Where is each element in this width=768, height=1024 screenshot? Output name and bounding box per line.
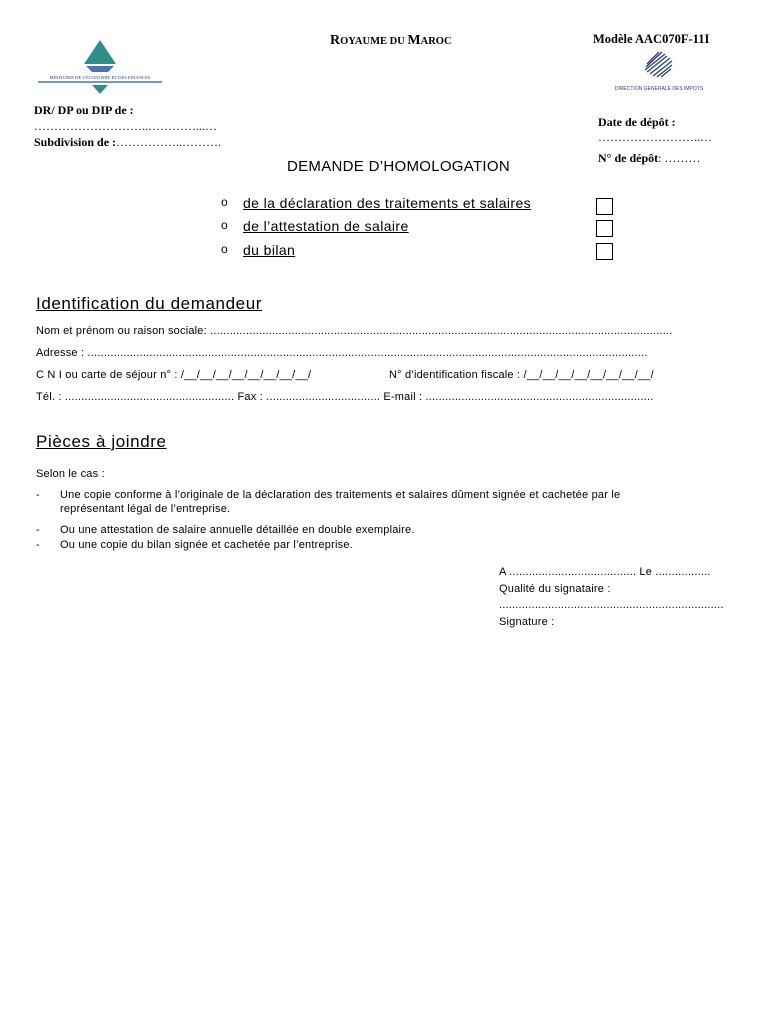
subdivision-field[interactable]: ……………..………. [116,135,222,149]
list-dash: - [36,539,40,551]
date-field[interactable]: ……………………..… [598,130,712,144]
logo-triangle-bottom [92,85,108,94]
kingdom-title: ROYAUME DU MAROC [330,33,452,48]
place-date-field[interactable]: A ....................................... Le ................. [499,566,711,578]
checkbox-attestation[interactable] [596,220,613,237]
option-bilan [221,242,296,258]
option-label: du bilan [243,242,296,258]
subdivision-label: Subdivision de : [34,135,117,149]
identification-heading: Identification du demandeur [36,294,263,313]
option-salaries [221,195,532,211]
signatory-quality-field[interactable]: ..................................................................... [499,599,724,611]
checkbox-salaries[interactable] [596,198,613,215]
option-label: de la déclaration des traitements et salaires [243,195,532,211]
signatory-quality-label: Qualité du signataire : [499,583,611,595]
name-field[interactable]: Nom et prénom ou raison sociale: .............................................................................................................................................. [36,325,673,337]
option-bullet: o [221,242,229,256]
date-label: Date de dépôt : [598,115,676,129]
checkbox-bilan[interactable] [596,243,613,260]
pieces-heading: Pièces à joindre [36,432,167,451]
model-code: Modèle AAC070F-11I [593,32,710,46]
cni-field[interactable]: C N I ou carte de séjour n° : /__/__/__/__/__/__/__/__/ [36,369,312,381]
dr-label: DR/ DP ou DIP de : [34,103,134,117]
option-label: de l’attestation de salaire [243,218,409,234]
dgi-logo [600,48,718,96]
contact-fields[interactable]: Tél. : .................................................... Fax : ................................... E-mail : ...................................................................... [36,391,654,403]
dr-field[interactable]: ………………………..…………...… [34,119,217,133]
logo-band [86,66,114,72]
ministry-logo-text: MINISTERE DE L'ECONOMIE ET DES FINANCES [49,75,151,80]
fiscal-id-field[interactable]: N° d’identification fiscale : /__/__/__/__/__/__/__/__/ [389,369,654,381]
page-title: DEMANDE D’HOMOLOGATION [287,158,511,175]
list-item: Une copie conforme à l’originale de la déclaration des traitements et salaires dûment signée et cachetée par le [60,489,621,501]
dgi-logo-text: DIRECTION GENERALE DES IMPOTS [614,86,704,92]
pieces-intro: Selon le cas : [36,468,105,480]
list-dash: - [36,524,40,536]
logo-triangle-top [84,40,116,64]
option-bullet: o [221,195,229,209]
deposit-number-row [598,151,700,166]
option-attestation [221,218,409,234]
deposit-number-label: N° de dépôt [598,151,659,165]
subdivision-row [34,135,221,150]
list-item: Ou une copie du bilan signée et cachetée par l’entreprise. [60,539,353,551]
ministry-logo [36,38,164,96]
list-dash: - [36,489,40,501]
signature-label: Signature : [499,616,555,628]
address-field[interactable]: Adresse : ............................................................................................................................................................................ [36,347,648,359]
list-item-continued: représentant légal de l’entreprise. [60,503,231,515]
deposit-number-field[interactable]: : ……… [658,151,701,165]
list-item: Ou une attestation de salaire annuelle détaillée en double exemplaire. [60,524,415,536]
option-bullet: o [221,218,229,232]
